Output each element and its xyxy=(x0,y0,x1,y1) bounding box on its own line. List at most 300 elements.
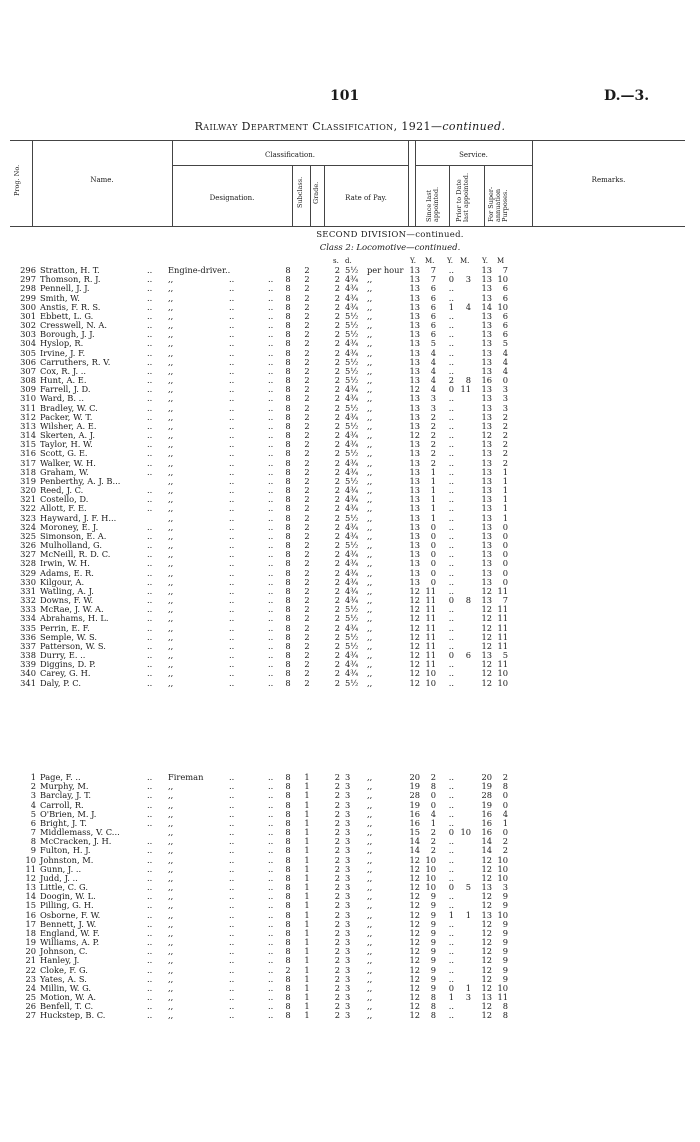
pay-pence: 4¾ xyxy=(345,466,359,477)
employee-name: Irwin, W. H. xyxy=(40,558,90,569)
leader-dots: .. xyxy=(229,475,235,486)
prog-no: 19 xyxy=(25,937,36,948)
total-years: 12 xyxy=(481,604,492,615)
leader-dots: .. xyxy=(147,384,153,395)
subclass: 8 xyxy=(285,265,291,275)
division-title: SECOND DIVISION—continued. xyxy=(316,230,464,240)
leader-dots: .. xyxy=(147,466,153,477)
since-months: 0 xyxy=(430,521,436,532)
leader-dots: .. xyxy=(147,677,153,688)
total-months: 2 xyxy=(502,430,508,441)
pay-period: ,, xyxy=(367,845,373,856)
pay-shillings: 2 xyxy=(334,439,340,450)
total-years: 13 xyxy=(481,310,492,321)
total-months: 1 xyxy=(502,475,508,486)
grade: 1 xyxy=(304,1010,310,1021)
total-years: 13 xyxy=(481,909,492,920)
since-last-heading: Since last appointed. xyxy=(425,186,441,222)
leader-dots: .. xyxy=(229,365,235,376)
designation: ,, xyxy=(168,946,174,957)
total-months: 10 xyxy=(497,274,508,285)
designation: ,, xyxy=(168,604,174,615)
pay-pence: 5½ xyxy=(345,448,359,459)
since-months: 0 xyxy=(430,549,436,560)
employee-name: Costello, D. xyxy=(40,494,89,505)
total-months: 2 xyxy=(502,439,508,450)
leader-dots: .. xyxy=(268,918,274,929)
designation: ,, xyxy=(168,530,174,541)
since-months: 0 xyxy=(430,799,436,810)
leader-dots: .. xyxy=(229,411,235,422)
leader-dots: .. xyxy=(268,891,274,902)
prior-months: 3 xyxy=(465,274,471,285)
pay-pence: 4¾ xyxy=(345,274,359,285)
pay-shillings: 2 xyxy=(334,503,340,514)
grade: 1 xyxy=(304,927,310,938)
total-years: 12 xyxy=(481,964,492,975)
prog-no: 328 xyxy=(20,558,36,569)
total-months: 8 xyxy=(502,781,508,792)
leader-dots: .. xyxy=(268,347,274,358)
leader-dots: .. xyxy=(147,310,153,321)
pay-shillings: 2 xyxy=(334,946,340,957)
employee-name: Cloke, F. G. xyxy=(40,964,88,975)
designation: ,, xyxy=(168,448,174,459)
pay-period: ,, xyxy=(367,283,373,294)
leader-dots: .. xyxy=(268,393,274,404)
leader-dots: .. xyxy=(229,882,235,893)
employee-name: Murphy, M. xyxy=(40,781,89,792)
subclass: 8 xyxy=(285,799,291,810)
leader-dots: .. xyxy=(229,668,235,679)
subclass: 8 xyxy=(285,640,291,651)
subclass: 8 xyxy=(285,512,291,523)
leader-dots: .. xyxy=(229,982,235,993)
grade: 2 xyxy=(304,549,310,560)
pay-pence: 4¾ xyxy=(345,338,359,349)
grade: 1 xyxy=(304,900,310,911)
prog-no: 16 xyxy=(25,909,36,920)
prog-no: 24 xyxy=(25,982,36,993)
prog-no: 25 xyxy=(25,992,36,1003)
prior-years: .. xyxy=(448,320,454,331)
prog-no: 330 xyxy=(20,576,36,587)
since-years: 13 xyxy=(409,301,420,312)
pay-pence: 5½ xyxy=(345,631,359,642)
employee-name: Cresswell, N. A. xyxy=(40,320,107,331)
pay-shillings: 2 xyxy=(334,827,340,838)
pay-period: ,, xyxy=(367,817,373,828)
prior-years: .. xyxy=(448,448,454,459)
subclass: 8 xyxy=(285,475,291,486)
since-months: 9 xyxy=(430,946,436,957)
pay-shillings: 2 xyxy=(334,393,340,404)
pay-period: ,, xyxy=(367,891,373,902)
prog-no: 332 xyxy=(20,595,36,606)
leader-dots: .. xyxy=(268,659,274,670)
total-years: 12 xyxy=(481,900,492,911)
grade: 2 xyxy=(304,420,310,431)
since-years: 12 xyxy=(409,927,420,938)
pay-period: ,, xyxy=(367,475,373,486)
employee-name: Borough, J. J. xyxy=(40,329,95,340)
since-months: 2 xyxy=(430,845,436,856)
subclass: 8 xyxy=(285,631,291,642)
designation-heading: Designation. xyxy=(209,194,255,202)
subclass: 8 xyxy=(285,845,291,856)
prior-years: .. xyxy=(448,475,454,486)
total-months: 0 xyxy=(502,521,508,532)
since-months: 3 xyxy=(430,393,436,404)
designation: ,, xyxy=(168,567,174,578)
pay-pence: 4¾ xyxy=(345,292,359,303)
pay-period: ,, xyxy=(367,863,373,874)
grade: 2 xyxy=(304,521,310,532)
since-months: 6 xyxy=(430,283,436,294)
leader-dots: .. xyxy=(229,448,235,459)
leader-dots: .. xyxy=(147,457,153,468)
pay-period: ,, xyxy=(367,466,373,477)
leader-dots: .. xyxy=(268,356,274,367)
pay-pence: 5½ xyxy=(345,320,359,331)
leader-dots: .. xyxy=(268,466,274,477)
since-months: 0 xyxy=(430,790,436,801)
pay-pence: 3 xyxy=(345,772,351,782)
designation: ,, xyxy=(168,677,174,688)
total-months: 4 xyxy=(502,347,508,358)
employee-name: McCracken, J. H. xyxy=(40,836,112,847)
prog-no: 27 xyxy=(25,1010,36,1021)
total-years: 12 xyxy=(481,659,492,670)
total-months: 5 xyxy=(502,338,508,349)
prior-years: .. xyxy=(448,640,454,651)
employee-name: Motion, W. A. xyxy=(40,992,97,1003)
leader-dots: .. xyxy=(268,790,274,801)
pay-pence: 4¾ xyxy=(345,301,359,312)
pay-period: ,, xyxy=(367,384,373,395)
subclass: 8 xyxy=(285,659,291,670)
since-months: 2 xyxy=(430,420,436,431)
since-months: 2 xyxy=(430,430,436,441)
leader-dots: .. xyxy=(229,650,235,661)
total-years: 16 xyxy=(481,375,492,386)
pay-pence: 4¾ xyxy=(345,576,359,587)
leader-dots: .. xyxy=(147,781,153,792)
total-years: 12 xyxy=(481,613,492,624)
pay-period: per hour xyxy=(367,265,404,275)
remarks-heading: Remarks. xyxy=(591,176,626,184)
total-years: 13 xyxy=(481,274,492,285)
since-years: 13 xyxy=(409,475,420,486)
total-years: 13 xyxy=(481,549,492,560)
since-months: 2 xyxy=(430,772,436,782)
prior-years: .. xyxy=(448,420,454,431)
total-months: 0 xyxy=(502,576,508,587)
leader-dots: .. xyxy=(147,799,153,810)
since-years: 19 xyxy=(409,781,420,792)
pay-shillings: 2 xyxy=(334,521,340,532)
pay-pence: 4¾ xyxy=(345,411,359,422)
employee-name: Semple, W. S. xyxy=(40,631,97,642)
prog-no: 7 xyxy=(30,827,36,838)
since-years: 12 xyxy=(409,964,420,975)
leader-dots: .. xyxy=(268,973,274,984)
pay-period: ,, xyxy=(367,650,373,661)
leader-dots: .. xyxy=(147,274,153,285)
grade: 1 xyxy=(304,946,310,957)
total-years: 12 xyxy=(481,982,492,993)
prog-no: 315 xyxy=(20,439,36,450)
total-months: 1 xyxy=(502,494,508,505)
since-years: 12 xyxy=(409,659,420,670)
designation: ,, xyxy=(168,521,174,532)
total-years: 13 xyxy=(481,265,492,275)
employee-name: Adams, E. R. xyxy=(40,567,94,578)
since-years: 13 xyxy=(409,512,420,523)
total-years: 19 xyxy=(481,781,492,792)
subclass: 8 xyxy=(285,530,291,541)
employee-name: Scott, G. E. xyxy=(40,448,88,459)
prior-years: 1 xyxy=(448,909,454,920)
grade: 2 xyxy=(304,411,310,422)
leader-dots: .. xyxy=(229,659,235,670)
pay-period: ,, xyxy=(367,631,373,642)
subclass: 8 xyxy=(285,375,291,386)
pay-pence: 3 xyxy=(345,909,351,920)
designation: ,, xyxy=(168,365,174,376)
pay-shillings: 2 xyxy=(334,329,340,340)
prior-years: 0 xyxy=(448,384,454,395)
prog-no: 2 xyxy=(30,781,36,792)
prior-years: 1 xyxy=(448,301,454,312)
employee-name: Graham, W. xyxy=(40,466,89,477)
pay-period: ,, xyxy=(367,964,373,975)
subclass: 8 xyxy=(285,613,291,624)
grade: 1 xyxy=(304,909,310,920)
pay-shillings: 2 xyxy=(334,668,340,679)
total-years: 13 xyxy=(481,530,492,541)
leader-dots: .. xyxy=(268,540,274,551)
pay-pence: 4¾ xyxy=(345,457,359,468)
grade: 2 xyxy=(304,585,310,596)
pay-shillings: 2 xyxy=(334,955,340,966)
pay-period: ,, xyxy=(367,799,373,810)
prog-no: 296 xyxy=(20,265,36,275)
employee-name: England, W. F. xyxy=(40,927,100,938)
prog-no: 302 xyxy=(20,320,36,331)
leader-dots: .. xyxy=(147,420,153,431)
designation: ,, xyxy=(168,283,174,294)
leader-dots: .. xyxy=(229,845,235,856)
pay-shillings: 2 xyxy=(334,540,340,551)
subclass: 8 xyxy=(285,909,291,920)
leader-dots: .. xyxy=(229,622,235,633)
leader-dots: .. xyxy=(229,485,235,496)
leader-dots: .. xyxy=(229,781,235,792)
pay-shillings: 2 xyxy=(334,567,340,578)
since-years: 12 xyxy=(409,973,420,984)
leader-dots: .. xyxy=(147,567,153,578)
designation: ,, xyxy=(168,430,174,441)
pay-shillings: 2 xyxy=(334,356,340,367)
subclass: 8 xyxy=(285,1010,291,1021)
since-years: 12 xyxy=(409,900,420,911)
leader-dots: .. xyxy=(147,558,153,569)
total-months: 9 xyxy=(502,891,508,902)
grade: 2 xyxy=(304,677,310,688)
since-years: 13 xyxy=(409,439,420,450)
pay-pence: 3 xyxy=(345,982,351,993)
prior-years: .. xyxy=(448,265,454,275)
total-years: 13 xyxy=(481,576,492,587)
subclass: 2 xyxy=(285,964,291,975)
leader-dots: .. xyxy=(229,836,235,847)
since-months: 9 xyxy=(430,964,436,975)
pay-pence: 3 xyxy=(345,1001,351,1012)
employee-name: Smith, W. xyxy=(40,292,80,303)
subclass: 8 xyxy=(285,274,291,285)
unit-pence: d. xyxy=(345,257,352,265)
leader-dots: .. xyxy=(147,845,153,856)
leader-dots: .. xyxy=(268,668,274,679)
pay-period: ,, xyxy=(367,1010,373,1021)
leader-dots: .. xyxy=(229,909,235,920)
since-years: 13 xyxy=(409,265,420,275)
pay-shillings: 2 xyxy=(334,466,340,477)
prior-years: .. xyxy=(448,918,454,929)
pay-shillings: 2 xyxy=(334,549,340,560)
prog-no: 316 xyxy=(20,448,36,459)
pay-shillings: 2 xyxy=(334,836,340,847)
total-months: 11 xyxy=(497,992,508,1003)
total-months: 9 xyxy=(502,964,508,975)
subclass: 8 xyxy=(285,567,291,578)
pay-shillings: 2 xyxy=(334,485,340,496)
total-months: 3 xyxy=(502,402,508,413)
designation: ,, xyxy=(168,466,174,477)
employee-name: Moroney, E. J. xyxy=(40,521,99,532)
total-months: 3 xyxy=(502,882,508,893)
total-years: 12 xyxy=(481,854,492,865)
total-years: 13 xyxy=(481,558,492,569)
prog-no: 314 xyxy=(20,430,36,441)
prior-years: .. xyxy=(448,790,454,801)
designation: ,, xyxy=(168,992,174,1003)
leader-dots: .. xyxy=(268,640,274,651)
prior-years: .. xyxy=(448,411,454,422)
prior-years: .. xyxy=(448,365,454,376)
leader-dots: .. xyxy=(147,292,153,303)
since-years: 13 xyxy=(409,448,420,459)
prior-years: .. xyxy=(448,576,454,587)
grade: 2 xyxy=(304,631,310,642)
total-months: 2 xyxy=(502,457,508,468)
grade: 2 xyxy=(304,448,310,459)
prior-years: .. xyxy=(448,817,454,828)
grade: 2 xyxy=(304,402,310,413)
leader-dots: .. xyxy=(268,503,274,514)
leader-dots: .. xyxy=(268,1010,274,1021)
grade: 2 xyxy=(304,356,310,367)
since-years: 13 xyxy=(409,375,420,386)
subclass: 8 xyxy=(285,485,291,496)
since-years: 13 xyxy=(409,540,420,551)
since-months: 1 xyxy=(430,466,436,477)
leader-dots: .. xyxy=(147,790,153,801)
leader-dots: .. xyxy=(268,927,274,938)
pay-shillings: 2 xyxy=(334,283,340,294)
pay-pence: 4¾ xyxy=(345,650,359,661)
designation: ,, xyxy=(168,494,174,505)
total-months: 1 xyxy=(502,817,508,828)
pay-pence: 4¾ xyxy=(345,530,359,541)
leader-dots: .. xyxy=(268,595,274,606)
table-row xyxy=(0,1010,700,1020)
leader-dots: .. xyxy=(147,347,153,358)
prog-no: 321 xyxy=(20,494,36,505)
since-months: 2 xyxy=(430,457,436,468)
pay-pence: 4¾ xyxy=(345,521,359,532)
pay-period: ,, xyxy=(367,909,373,920)
leader-dots: .. xyxy=(147,375,153,386)
pay-shillings: 2 xyxy=(334,772,340,782)
since-years: 13 xyxy=(409,549,420,560)
pay-shillings: 2 xyxy=(334,430,340,441)
since-years: 13 xyxy=(409,521,420,532)
subclass: 8 xyxy=(285,677,291,688)
pay-pence: 5½ xyxy=(345,420,359,431)
pay-pence: 3 xyxy=(345,845,351,856)
pay-period: ,, xyxy=(367,274,373,285)
prog-no: 313 xyxy=(20,420,36,431)
grade: 2 xyxy=(304,439,310,450)
total-years: 13 xyxy=(481,329,492,340)
subclass: 8 xyxy=(285,622,291,633)
pay-shillings: 2 xyxy=(334,494,340,505)
pay-pence: 4¾ xyxy=(345,393,359,404)
leader-dots: .. xyxy=(147,301,153,312)
leader-dots: .. xyxy=(229,964,235,975)
since-years: 15 xyxy=(409,827,420,838)
subclass: 8 xyxy=(285,900,291,911)
total-months: 7 xyxy=(502,595,508,606)
since-years: 20 xyxy=(409,772,420,782)
leader-dots: .. xyxy=(147,338,153,349)
designation: ,, xyxy=(168,973,174,984)
subclass: 8 xyxy=(285,882,291,893)
leader-dots: .. xyxy=(229,973,235,984)
unit-months: M xyxy=(497,257,505,265)
total-months: 11 xyxy=(497,631,508,642)
since-years: 12 xyxy=(409,918,420,929)
since-months: 6 xyxy=(430,320,436,331)
designation: ,, xyxy=(168,955,174,966)
total-years: 13 xyxy=(481,393,492,404)
table-header-bottom-rule xyxy=(10,226,685,227)
employee-name: Little, C. G. xyxy=(40,882,88,893)
pay-shillings: 2 xyxy=(334,1001,340,1012)
designation: ,, xyxy=(168,540,174,551)
total-years: 19 xyxy=(481,799,492,810)
designation: ,, xyxy=(168,827,174,838)
since-months: 1 xyxy=(430,494,436,505)
prior-months: 6 xyxy=(465,650,471,661)
leader-dots: .. xyxy=(147,927,153,938)
since-months: 2 xyxy=(430,411,436,422)
designation: ,, xyxy=(168,845,174,856)
leader-dots: .. xyxy=(147,872,153,883)
leader-dots: .. xyxy=(268,937,274,948)
